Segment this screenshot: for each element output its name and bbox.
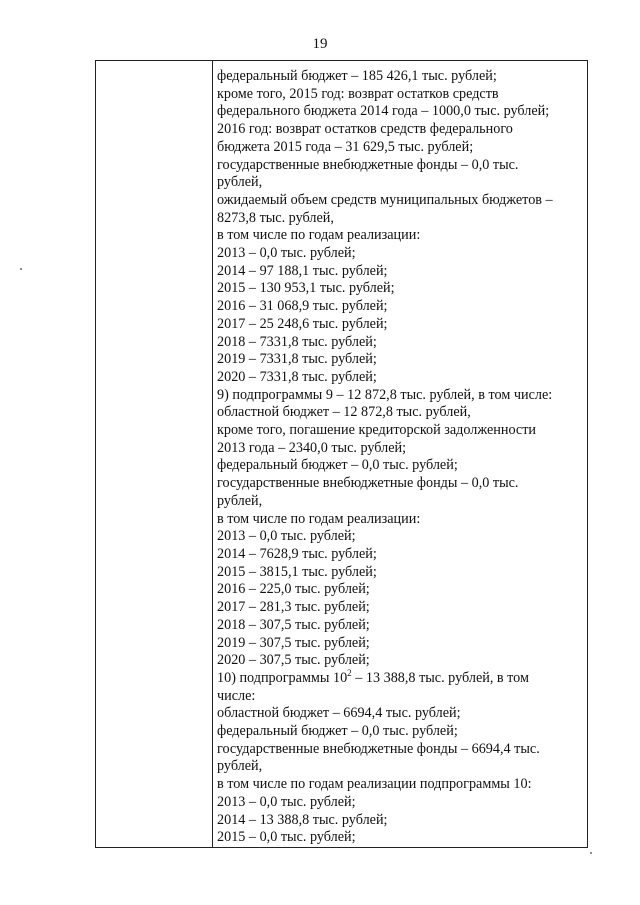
page-number: 19 <box>312 36 328 52</box>
text-line: 2019 – 7331,8 тыс. рублей; <box>217 351 377 368</box>
text-line: федерального бюджета 2014 года – 1000,0 тыс. рублей; <box>217 103 550 120</box>
column-divider <box>212 61 213 847</box>
text-line: 2018 – 307,5 тыс. рублей; <box>217 616 370 633</box>
text-line: 8273,8 тыс. рублей, <box>217 209 334 226</box>
text-line: федеральный бюджет – 185 426,1 тыс. рублей; <box>217 68 497 84</box>
text-line: 2013 года – 2340,0 тыс. рублей; <box>217 439 407 456</box>
text-line: государственные внебюджетные фонды – 0,0 тыс. <box>217 156 519 173</box>
superscript: 2 <box>347 667 352 678</box>
text-line: областной бюджет – 6694,4 тыс. рублей; <box>217 705 461 722</box>
text-line: 2019 – 307,5 тыс. рублей; <box>217 634 370 651</box>
text-line: в том числе по годам реализации: <box>217 227 421 244</box>
text-line: рублей, <box>217 174 263 191</box>
document-table <box>95 60 588 848</box>
text-line: 2018 – 7331,8 тыс. рублей; <box>217 333 377 350</box>
text-line: 2013 – 0,0 тыс. рублей; <box>217 793 356 810</box>
text-line: 2016 год: возврат остатков средств федерального <box>217 121 513 138</box>
text-line: в том числе по годам реализации подпрограммы 10: <box>217 776 532 793</box>
text-line: 2016 – 31 068,9 тыс. рублей; <box>217 298 388 315</box>
text-line: 9) подпрограммы 9 – 12 872,8 тыс. рублей, в том числе: <box>217 386 553 403</box>
text-line: 2014 – 97 188,1 тыс. рублей; <box>217 262 388 279</box>
text-line: 2013 – 0,0 тыс. рублей; <box>217 528 356 545</box>
text-line: 2020 – 307,5 тыс. рублей; <box>217 652 370 669</box>
text-line: ожидаемый объем средств муниципальных бюджетов – <box>217 191 553 208</box>
text-line: 2013 – 0,0 тыс. рублей; <box>217 245 356 262</box>
text-line: государственные внебюджетные фонды – 0,0 тыс. <box>217 475 519 492</box>
text-line: 2016 – 225,0 тыс. рублей; <box>217 581 370 598</box>
text-line: 2017 – 281,3 тыс. рублей; <box>217 599 370 616</box>
text-line: кроме того, погашение кредиторской задолженности <box>217 422 536 439</box>
text-line: федеральный бюджет – 0,0 тыс. рублей; <box>217 457 458 474</box>
text-line: числе: <box>217 687 256 704</box>
text-line: федеральный бюджет – 0,0 тыс. рублей; <box>217 723 458 740</box>
text-line: областной бюджет – 12 872,8 тыс. рублей, <box>217 404 471 421</box>
text-line: 2014 – 13 388,8 тыс. рублей; <box>217 811 388 828</box>
text-line: 2017 – 25 248,6 тыс. рублей; <box>217 315 388 332</box>
scan-speck <box>590 852 592 854</box>
text-line: 2014 – 7628,9 тыс. рублей; <box>217 545 377 562</box>
text-line: 2020 – 7331,8 тыс. рублей; <box>217 368 377 385</box>
text-line: 2015 – 130 953,1 тыс. рублей; <box>217 280 395 297</box>
table-content-cell <box>217 68 585 847</box>
scan-speck <box>20 268 22 270</box>
text-line: рублей, <box>217 492 263 509</box>
text-line: в том числе по годам реализации: <box>217 510 421 527</box>
text-line: рублей, <box>217 758 263 775</box>
subprogram-10-heading: 10) подпрограммы $10^2 - 13$ 388,8 тыс. рублей, в том <box>217 667 529 686</box>
text-line: кроме того, 2015 год: возврат остатков средств <box>217 85 499 102</box>
text-line: государственные внебюджетные фонды – 6694,4 тыс. <box>217 740 540 757</box>
text-line: бюджета 2015 года – 31 629,5 тыс. рублей; <box>217 138 474 155</box>
text-line: 2015 – 3815,1 тыс. рублей; <box>217 563 377 580</box>
text-line: 2015 – 0,0 тыс. рублей; <box>217 829 356 846</box>
